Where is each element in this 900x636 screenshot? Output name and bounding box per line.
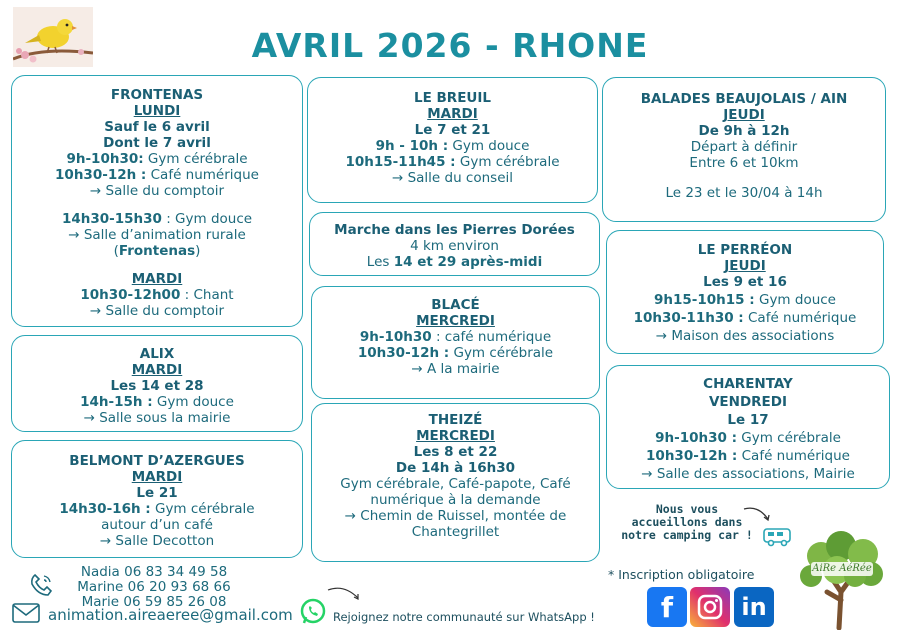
session-time: 14h30-15h30 [61, 211, 162, 227]
tree-logo-icon [797, 530, 889, 630]
session-time: 9h15-10h15 : [654, 292, 755, 308]
session-time: 14h-15h : [80, 394, 153, 410]
card-title: LE BREUIL [413, 90, 492, 106]
instagram-icon[interactable] [690, 587, 730, 627]
session-time: 9h - 10h : [375, 138, 449, 154]
whatsapp-invite[interactable]: Rejoignez notre communauté sur WhatsApp ! [333, 610, 595, 624]
card-title: FRONTENAS [110, 87, 204, 103]
phone-marie[interactable]: Marie 06 59 85 26 08 [81, 594, 227, 610]
session-activity: Café numérique [743, 310, 857, 326]
session-activity: Gym cérébrale [150, 501, 255, 517]
session-place: → Salle des associations, Mairie [641, 466, 855, 482]
session-time: 9h-10h30 : [655, 430, 737, 446]
contact-block [44, 565, 264, 610]
card-day: MARDI [131, 271, 183, 287]
card-marche-pierres-dorees [309, 212, 600, 276]
session-activity: : Chant [180, 287, 234, 303]
card-dates: Le 23 et le 30/04 à 14h [665, 185, 823, 201]
card-blace [311, 286, 600, 399]
card-dates: Les 14 et 28 [110, 378, 204, 394]
card-belmont [11, 440, 303, 558]
session-place: → Salle du conseil [391, 170, 514, 186]
linkedin-icon[interactable]: in [734, 587, 774, 627]
session-place: → Chemin de Ruissel, montée de [344, 508, 567, 524]
session-place: → Salle Decotton [99, 533, 215, 549]
card-charentay [606, 365, 890, 489]
session-activity: Gym douce [448, 138, 530, 154]
card-day: MARDI [131, 362, 183, 378]
session-activity: numérique à la demande [370, 492, 541, 508]
card-alix [11, 335, 303, 432]
card-day: LUNDI [133, 103, 181, 119]
card-dates: Les 9 et 16 [703, 274, 787, 290]
session-activity: Gym cérébrale [449, 345, 554, 361]
card-title: THEIZÉ [428, 412, 483, 428]
card-dates: Les 8 et 22 [413, 444, 498, 460]
session-activity: Gym cérébrale [736, 430, 841, 446]
session-place: → Salle sous la mairie [83, 410, 231, 426]
session-time: 10h30-12h : [357, 345, 450, 361]
card-title: ALIX [139, 346, 175, 362]
phone-nadia[interactable]: Nadia 06 83 34 49 58 [80, 564, 228, 580]
session-activity: Café numérique [146, 167, 259, 183]
curved-arrow-icon [326, 584, 362, 608]
card-title: Marche dans les Pierres Dorées [334, 222, 575, 238]
card-start: Départ à définir [690, 139, 798, 155]
card-hours: De 14h à 16h30 [395, 460, 516, 476]
session-place: → A la mairie [411, 361, 500, 377]
card-day: VENDREDI [708, 394, 788, 410]
mail-icon [11, 602, 41, 628]
card-dates: Le 21 [136, 485, 178, 501]
card-distance: Entre 6 et 10km [689, 155, 799, 171]
card-title: BELMONT D’AZERGUES [69, 453, 245, 469]
card-frontenas [11, 75, 303, 327]
camper-van-icon [762, 526, 794, 552]
card-dates: Le 7 et 21 [414, 122, 491, 138]
session-place: Chantegrillet [411, 524, 500, 540]
card-exception: Sauf le 6 avril [104, 119, 210, 135]
card-day: MARDI [131, 469, 183, 485]
whatsapp-icon[interactable] [299, 598, 327, 630]
session-activity: Gym cérébrale [455, 154, 560, 170]
inscription-note: * Inscription obligatoire [608, 567, 755, 582]
card-title: CHARENTAY [703, 376, 793, 392]
session-time: 14h30-16h : [59, 501, 151, 517]
card-le-perreon [606, 230, 884, 354]
card-dates: Le 17 [727, 412, 769, 428]
session-activity: Gym douce [152, 394, 234, 410]
session-place: → Salle du comptoir [89, 303, 225, 319]
card-distance: 4 km environ [410, 238, 499, 254]
phone-marine[interactable]: Marine 06 20 93 68 66 [77, 579, 231, 595]
card-day: JEUDI [724, 258, 766, 274]
session-time: 10h30-12h : [55, 167, 147, 183]
session-activity: Gym cérébrale, Café-papote, Café [340, 476, 571, 492]
session-place: → Salle d’animation rurale [68, 227, 246, 243]
page-title: AVRIL 2026 - RHONE [251, 26, 649, 65]
facebook-icon[interactable]: f [647, 587, 687, 627]
card-day: MARDI [427, 106, 478, 122]
card-exception: Dont le 7 avril [103, 135, 211, 151]
session-place: → Salle du comptoir [89, 183, 225, 199]
card-dates: Les 14 et 29 après-midi [366, 254, 543, 270]
session-place: → Maison des associations [655, 328, 835, 344]
card-title: LE PERRÉON [697, 242, 793, 258]
card-theize [311, 403, 600, 562]
card-day: MERCREDI [416, 313, 495, 329]
session-time: 9h-10h30 [359, 329, 432, 345]
camping-car-note: Nous vous accueillons dans notre camping car ! [621, 502, 753, 542]
session-time: 9h-10h30: [66, 151, 144, 167]
session-activity: : Gym douce [161, 211, 253, 227]
session-time: 10h30-12h : [646, 448, 738, 464]
session-place-town: (Frontenas) [113, 243, 201, 259]
email-link[interactable]: animation.aireaeree@gmail.com [48, 606, 293, 624]
card-title: BLACÉ [431, 297, 480, 313]
logo-text: AiRe AéRée [812, 563, 872, 574]
session-activity: Gym douce [754, 292, 836, 308]
session-activity: Café numérique [737, 448, 850, 464]
session-activity: : café numérique [431, 329, 552, 345]
session-time: 10h30-12h00 [80, 287, 181, 303]
session-activity: autour d’un café [101, 517, 213, 533]
card-hours: De 9h à 12h [698, 123, 790, 139]
card-day: MERCREDI [416, 428, 495, 444]
session-time: 10h30-11h30 : [633, 310, 744, 326]
session-time: 10h15-11h45 : [345, 154, 456, 170]
card-day: JEUDI [723, 107, 765, 123]
card-le-breuil [307, 77, 598, 203]
card-title: BALADES BEAUJOLAIS / AIN [640, 91, 848, 107]
card-balades-beaujolais-ain [602, 77, 886, 222]
session-activity: Gym cérébrale [143, 151, 248, 167]
